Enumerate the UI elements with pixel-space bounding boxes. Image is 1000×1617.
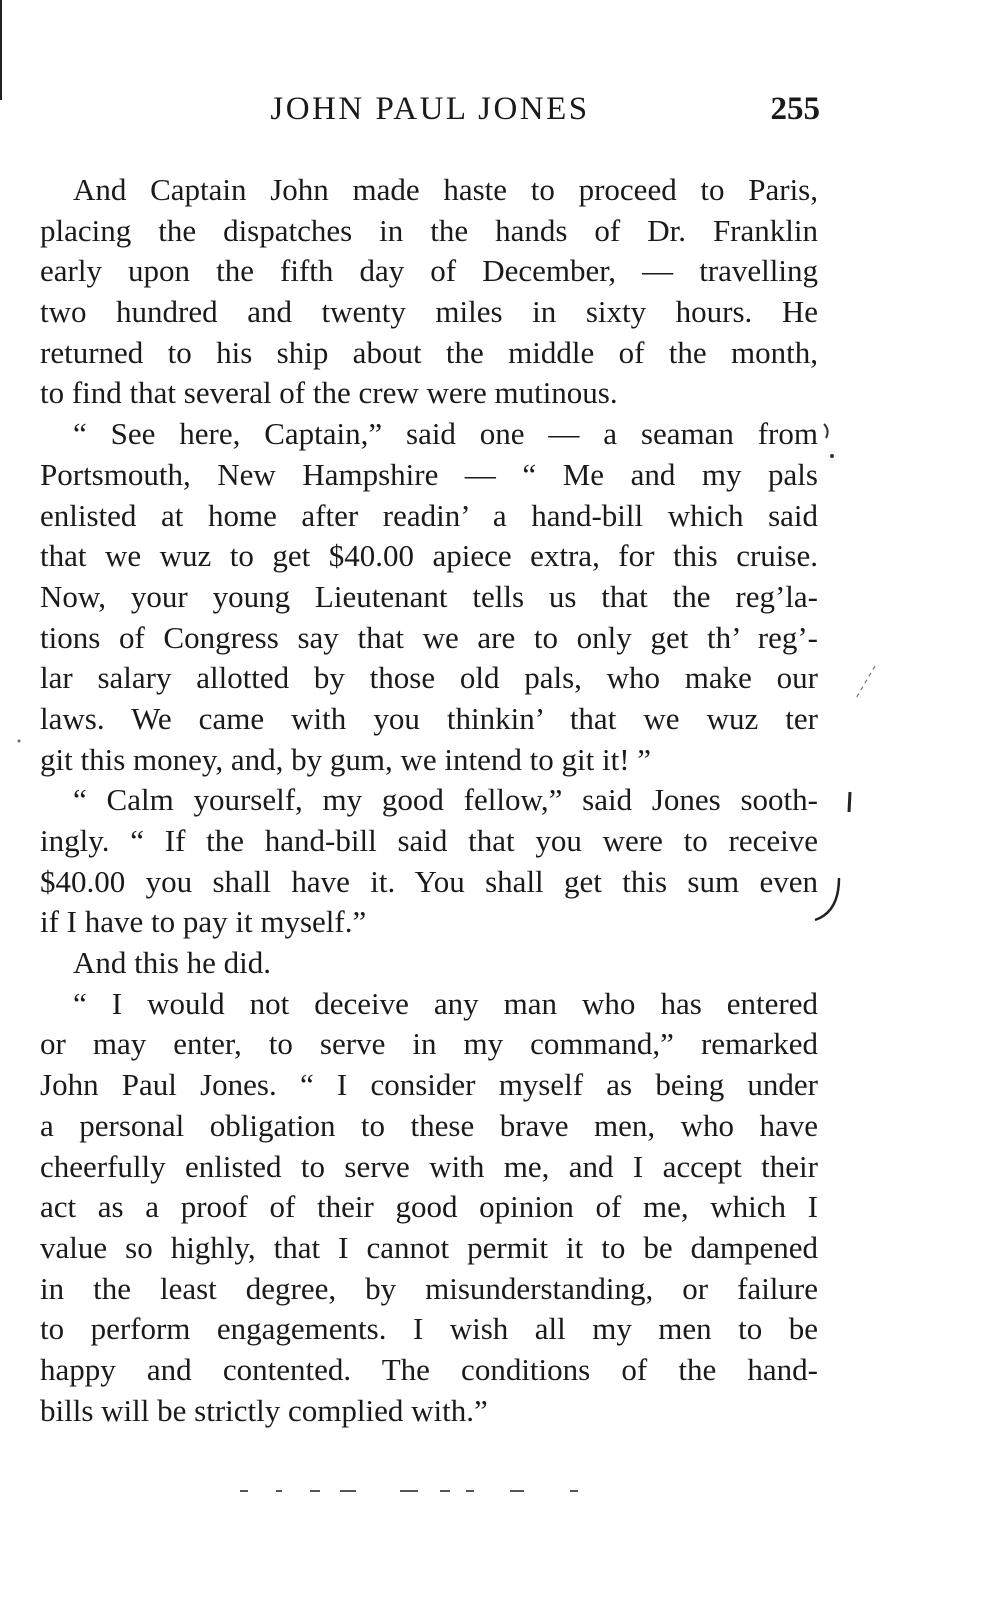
- text-line: Now, your young Lieutenant tells us that the reg’la-: [40, 578, 818, 614]
- text-line: enlisted at home after readin’ a hand-bill which said: [40, 497, 818, 533]
- margin-mark-dot: [14, 736, 24, 746]
- running-head: [40, 84, 820, 134]
- margin-mark-hook: [805, 872, 850, 932]
- text-line: And Captain John made haste to proceed to Paris,: [73, 172, 818, 207]
- text-line: lar salary allotted by those old pals, who make our: [40, 660, 818, 696]
- text-line: or may enter, to serve in my command,” remarked: [40, 1026, 818, 1062]
- binding-edge-line: [0, 0, 2, 100]
- margin-mark-tick: [840, 788, 860, 818]
- margin-mark-curve: [812, 420, 842, 470]
- text-line: a personal obligation to these brave men, who have: [40, 1107, 818, 1143]
- text-line: “ I would not deceive any man who has entered: [73, 985, 818, 1021]
- text-line: “ Calm yourself, my good fellow,” said Jones sooth-: [73, 782, 818, 818]
- paragraph: [40, 943, 818, 984]
- text-line: happy and contented. The conditions of the hand-: [40, 1351, 818, 1387]
- text-line: returned to his ship about the middle of the month,: [40, 334, 818, 370]
- body-text: [40, 170, 818, 1431]
- text-line: ingly. “ If the hand-bill said that you were to receive: [40, 823, 818, 858]
- text-line: tions of Congress say that we are to only get th’ reg’-: [40, 619, 818, 655]
- text-line: if I have to pay it myself.”: [40, 904, 367, 940]
- paragraph: [40, 984, 818, 1432]
- text-line: $40.00 you shall have it. You shall get this sum even: [40, 863, 818, 899]
- text-line: value so highly, that I cannot permit it to be dampened: [40, 1229, 818, 1265]
- text-line: in the least degree, by misunderstanding, or failure: [40, 1270, 818, 1306]
- text-line: act as a proof of their good opinion of me, which I: [40, 1189, 818, 1225]
- text-line: John Paul Jones. “ I consider myself as being under: [40, 1067, 818, 1103]
- text-line: two hundred and twenty miles in sixty hours. He: [40, 294, 818, 330]
- text-line: placing the dispatches in the hands of Dr. Franklin: [40, 212, 818, 248]
- text-line: laws. We came with you thinkin’ that we wuz ter: [40, 700, 818, 736]
- running-title: JOHN PAUL JONES: [270, 91, 590, 127]
- page-number: 255: [770, 91, 820, 127]
- margin-mark-slash: [845, 660, 885, 710]
- text-line: “ See here, Captain,” said one — a seaman from: [73, 416, 818, 452]
- text-line: that we wuz to get $40.00 apiece extra, for this cruise.: [40, 538, 818, 574]
- text-line: bills will be strictly complied with.”: [40, 1392, 488, 1428]
- text-line: git this money, and, by gum, we intend to git it! ”: [40, 741, 652, 777]
- text-line: Portsmouth, New Hampshire — “ Me and my pals: [40, 456, 818, 492]
- text-line: cheerfully enlisted to serve with me, and I accept their: [40, 1148, 818, 1184]
- text-line: to find that several of the crew were mutinous.: [40, 375, 618, 411]
- text-line: to perform engagements. I wish all my men to be: [40, 1311, 818, 1347]
- paragraph: [40, 170, 818, 414]
- paragraph: [40, 414, 818, 780]
- text-line: early upon the fifth day of December, — travelling: [40, 253, 818, 289]
- paragraph: [40, 780, 818, 943]
- bottom-scan-marks: [240, 1490, 590, 1498]
- text-line: And this he did.: [73, 945, 272, 981]
